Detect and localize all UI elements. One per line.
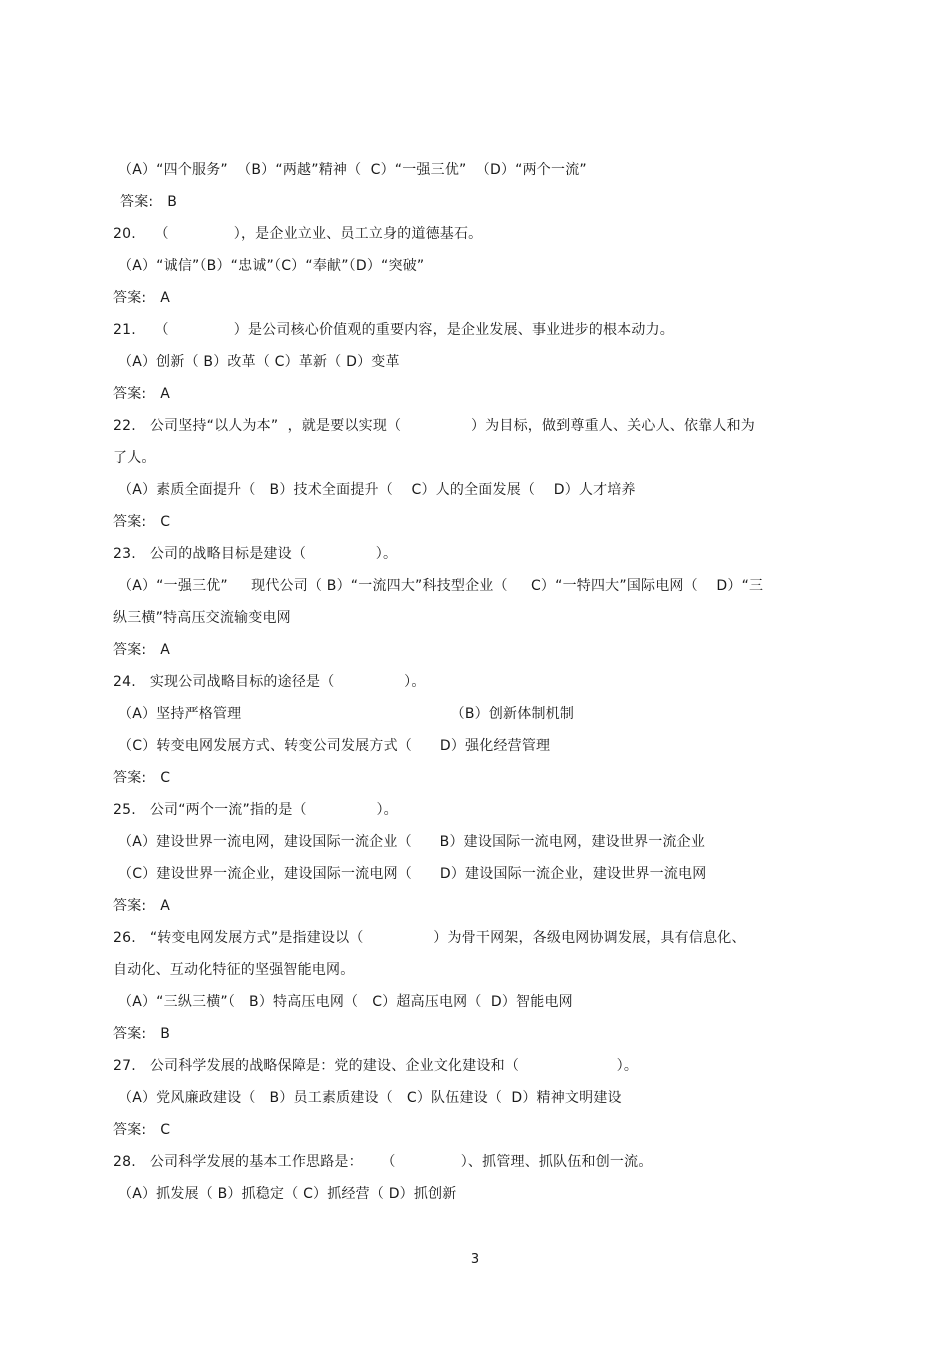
page-number: 3 [470,1252,480,1267]
question-21: 21. （ ）是公司核心价值观的重要内容，是企业发展、事业进步的根本动力。 [113,322,674,338]
options-line-26: （A）“三纵三横”（ B）特高压电网（ C）超高压电网（ D）智能电网 [118,994,573,1010]
options-line-27: （A）党风廉政建设（ B）员工素质建设（ C）队伍建设（ D）精神文明建设 [118,1090,622,1106]
answer-26: 答案: B [113,1026,171,1042]
options-line-23-1: （A）“一强三优” 现代公司（ B）“一流四大”科技型企业（ C）“一特四大”国际电网（ D）“三 [118,578,764,594]
options-line-25-2: （C）建设世界一流企业，建设国际一流电网（ D）建设国际一流企业，建设世界一流电网 [118,866,707,882]
options-line-25-1: （A）建设世界一流电网，建设国际一流企业（ B）建设国际一流电网，建设世界一流企业 [118,834,706,850]
answer-22: 答案: C [113,514,171,530]
options-line-24-1: （A）坚持严格管理 （B）创新体制机制 [118,706,575,722]
options-line-23-2: 纵三横”特高压交流输变电网 [113,610,291,626]
options-line-24-2: （C）转变电网发展方式、转变公司发展方式（ D）强化经营管理 [118,738,551,754]
question-25: 25. 公司“两个一流”指的是（ ）。 [113,802,398,818]
options-line-19: （A）“四个服务” （B）“两越”精神（ C）“一强三优” （D）“两个一流” [118,162,587,178]
answer-21: 答案: A [113,386,171,402]
options-line-20: （A）“诚信”（B）“忠诚”（C）“奉献”（D）“突破” [118,258,425,274]
options-line-22: （A）素质全面提升（ B）技术全面提升（ C）人的全面发展（ D）人才培养 [118,482,636,498]
question-26-line-2: 自动化、互动化特征的坚强智能电网。 [113,962,355,978]
question-27: 27. 公司科学发展的战略保障是：党的建设、企业文化建设和（ ）。 [113,1058,639,1074]
answer-24: 答案: C [113,770,171,786]
answer-20: 答案: A [113,290,171,306]
answer-23: 答案: A [113,642,171,658]
question-26-line-1: 26. “转变电网发展方式”是指建设以（ ）为骨干网架，各级电网协调发展，具有信息化、 [113,930,746,946]
question-24: 24. 实现公司战略目标的途径是（ ）。 [113,674,426,690]
answer-27: 答案: C [113,1122,171,1138]
question-20: 20. （ ），是企业立业、员工立身的道德基石。 [113,226,483,242]
question-28: 28. 公司科学发展的基本工作思路是： （ ）、抓管理、抓队伍和创一流。 [113,1154,653,1170]
answer-25: 答案: A [113,898,171,914]
question-22-line-1: 22. 公司坚持“以人为本” ，就是要以实现（ ）为目标，做到尊重人、关心人、依靠人和为 [113,418,755,434]
answer-19: 答案: B [120,194,178,210]
options-line-28: （A）抓发展（ B）抓稳定（ C）抓经营（ D）抓创新 [118,1186,457,1202]
question-23: 23. 公司的战略目标是建设（ ）。 [113,546,398,562]
options-line-21: （A）创新（ B）改革（ C）革新（ D）变革 [118,354,400,370]
question-22-line-2: 了人。 [113,450,156,466]
